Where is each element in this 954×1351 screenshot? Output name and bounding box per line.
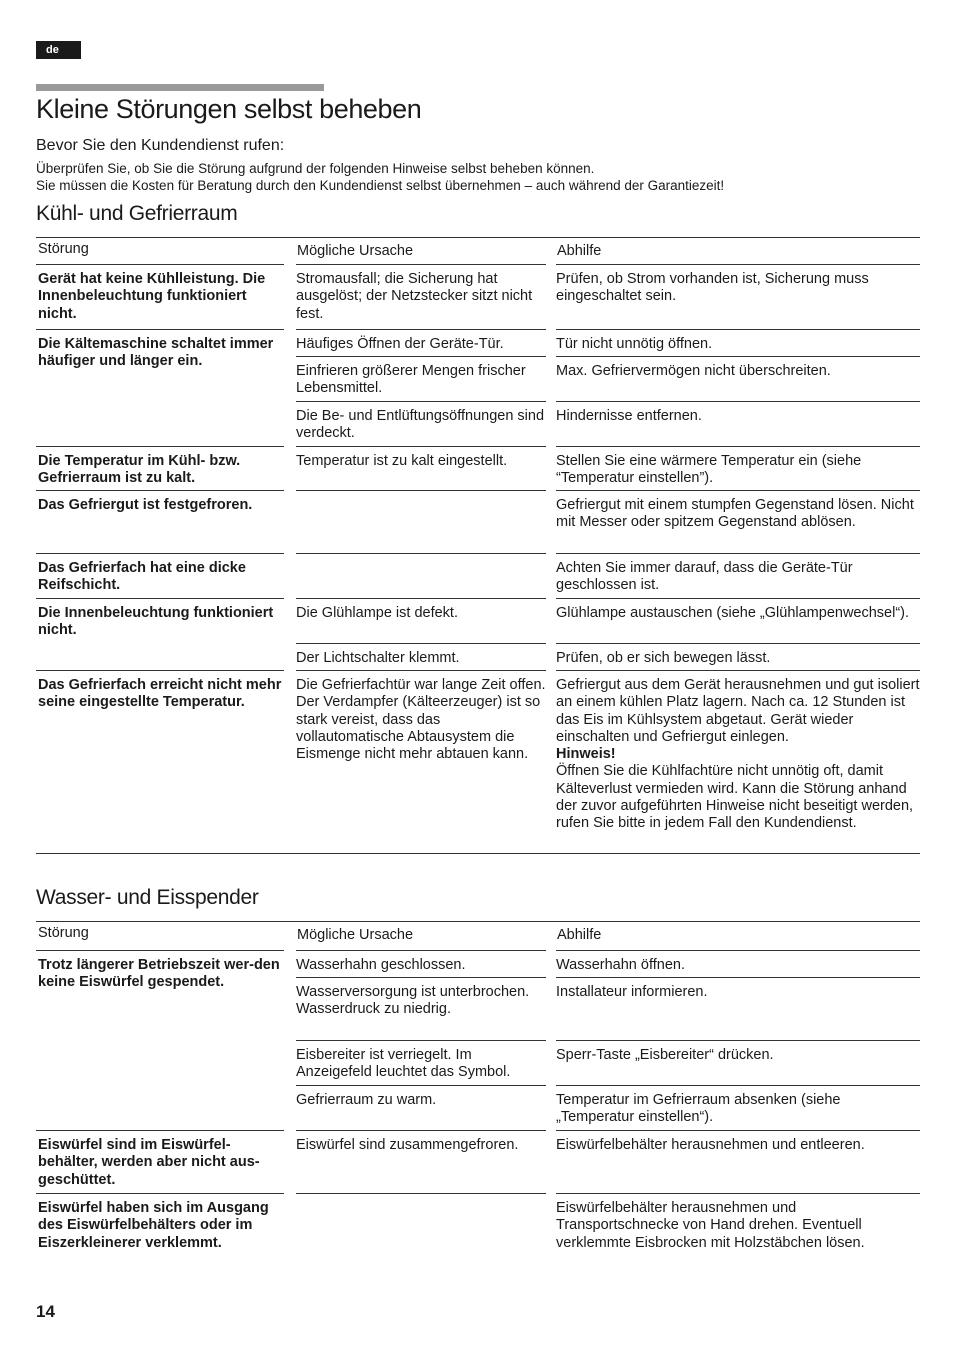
table-row: Gerät hat keine Kühlleistung. Die Innenbeleuchtung funktioniert nicht. [36,264,284,323]
title-rule [36,84,324,91]
table-row: Trotz längerer Betriebszeit wer-den keine Eiswürfel gespendet. [36,950,284,992]
col-header-stoerung: Störung [38,241,89,257]
table-cell: Häufiges Öffnen der Geräte-Tür. [296,329,546,353]
col-header-stoerung: Störung [38,925,89,941]
table-cell: Hindernisse entfernen. [556,401,920,425]
table-cell: Eisbereiter ist verriegelt. Im Anzeigefeld leuchtet das Symbol. [296,1040,546,1082]
table-cell: Prüfen, ob er sich bewegen lässt. [556,643,920,667]
table-cell: Stromausfall; die Sicherung hat ausgelöst; der Netzstecker sitzt nicht fest. [296,264,546,323]
col-header-abhilfe: Abhilfe [557,243,602,259]
hint-label: Hinweis! [556,746,616,763]
table-cell: Die Gefrierfachtür war lange Zeit offen. Der Verdampfer (Kälteerzeuger) ist so stark vereist, dass das vollautomatische Abtausystem die Eismenge nicht mehr abtauen kann. [296,670,546,763]
table-cell [296,1193,546,1200]
remedy-text: Gefriergut aus dem Gerät herausnehmen und gut isoliert an einem kühlen Platz lagern. Nach ca. 12 Stunden ist das Eis im Kühlsystem abgetaut. Gerät wieder einschalten und Gefriergut einlegen. [556,677,920,745]
table-row: Die Innenbeleuchtung funktioniert nicht. [36,598,284,640]
table-cell [296,553,546,560]
remedy-text-note: Öffnen Sie die Kühlfachtüre nicht unnötig oft, damit Kälteverlust vermieden wird. Kann die Störung anhand der zuvor aufgeführten Hinweise nicht beseitigt werden, rufen Sie bitte in jedem Fall den Kundendienst. [556,763,914,832]
table-cell: Stellen Sie eine wärmere Temperatur ein (siehe “Temperatur einstellen”). [556,446,920,488]
table-cell: Installateur informieren. [556,977,920,1001]
table-cell: Glühlampe austauschen (siehe „Glühlampenwechsel“). [556,598,920,622]
table-row: Eiswürfel haben sich im Ausgang des Eiswürfelbehälters oder im Eiszerkleinerer verklemmt. [36,1193,284,1252]
table-cell: Prüfen, ob Strom vorhanden ist, Sicherung muss eingeschaltet sein. [556,264,920,306]
table-cell: Sperr-Taste „Eisbereiter“ drücken. [556,1040,920,1064]
table-wasser [36,921,920,1262]
table-cell: Eiswürfelbehälter herausnehmen und Transportschnecke von Hand drehen. Eventuell verklemmte Eisbrocken mit Holzstäbchen lösen. [556,1193,920,1252]
table-cell: Die Glühlampe ist defekt. [296,598,546,622]
language-tag: de [36,41,81,59]
col-header-ursache: Mögliche Ursache [297,927,414,943]
section-heading-wasser: Wasser- und Eisspender [36,886,259,909]
subtitle: Bevor Sie den Kundendienst rufen: [36,137,285,154]
table-cell [296,490,546,497]
table-cell: Gefrierraum zu warm. [296,1085,546,1109]
table-cell [556,670,920,833]
table-cell: Wasserhahn geschlossen. [296,950,546,974]
section-heading-kuehl: Kühl- und Gefrierraum [36,202,238,225]
table-cell: Die Be- und Entlüftungsöffnungen sind verdeckt. [296,401,546,443]
table-cell: Einfrieren größerer Mengen frischer Lebensmittel. [296,356,546,398]
table-row: Das Gefrierfach hat eine dicke Reifschicht. [36,553,284,595]
table-row: Das Gefrierfach erreicht nicht mehr seine eingestellte Temperatur. [36,670,284,712]
intro-line-2: Sie müssen die Kosten für Beratung durch den Kundendienst selbst übernehmen – auch während der Garantiezeit! [36,178,725,193]
table-cell: Eiswürfelbehälter herausnehmen und entleeren. [556,1130,920,1154]
intro-text [36,160,724,194]
table-kuehl [36,237,920,854]
table-cell: Wasserversorgung ist unterbrochen. Wasserdruck zu niedrig. [296,977,546,1019]
table-cell: Eiswürfel sind zusammengefroren. [296,1130,546,1154]
table-cell: Achten Sie immer darauf, dass die Geräte-Tür geschlossen ist. [556,553,920,595]
table-cell: Temperatur ist zu kalt eingestellt. [296,446,546,470]
table-row: Die Kältemaschine schaltet immer häufiger und länger ein. [36,329,284,371]
table-header [36,922,920,952]
table-cell: Tür nicht unnötig öffnen. [556,329,920,353]
table-cell: Gefriergut mit einem stumpfen Gegenstand lösen. Nicht mit Messer oder spitzem Gegenstand ablösen. [556,490,920,532]
table-cell: Temperatur im Gefrierraum absenken (siehe „Temperatur einstellen“). [556,1085,920,1127]
page-number: 14 [36,1302,55,1321]
table-row: Die Temperatur im Kühl- bzw. Gefrierraum ist zu kalt. [36,446,284,488]
table-row: Das Gefriergut ist festgefroren. [36,490,284,514]
col-header-ursache: Mögliche Ursache [297,243,414,259]
table-bottom-rule [36,853,920,854]
intro-line-1: Überprüfen Sie, ob Sie die Störung aufgrund der folgenden Hinweise selbst beheben können. [36,161,595,176]
col-header-abhilfe: Abhilfe [557,927,602,943]
table-cell: Wasserhahn öffnen. [556,950,920,974]
table-cell: Max. Gefriervermögen nicht überschreiten. [556,356,920,380]
table-cell: Der Lichtschalter klemmt. [296,643,546,667]
page-title: Kleine Störungen selbst beheben [36,94,422,124]
table-row: Eiswürfel sind im Eiswürfel-behälter, werden aber nicht aus-geschüttet. [36,1130,284,1189]
